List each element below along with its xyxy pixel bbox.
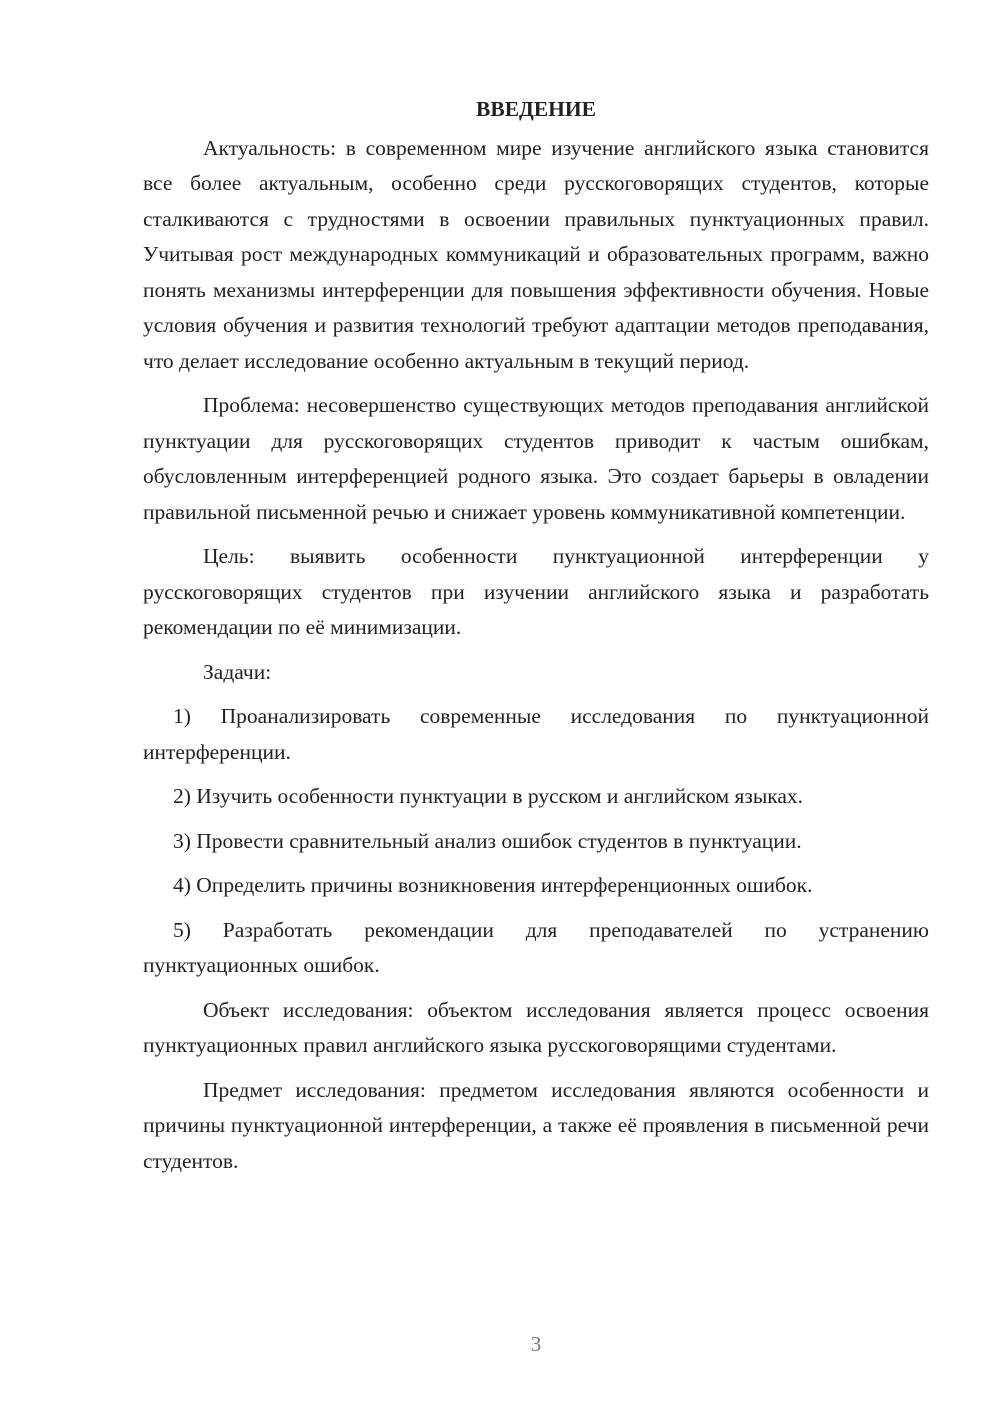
task-item-2: 2) Изучить особенности пунктуации в русском и английском языках. [173,784,804,808]
document-page [143,92,929,1188]
task-item-1: 1) Проанализировать современные исследования по пунктуационной интерференции. [143,704,929,764]
tasks-title: Задачи: [203,659,272,684]
goal-paragraph: Цель: выявить особенности пунктуационной интерференции у русскоговорящих студентов при изучении английского языка и разработать рекомендации по её минимизации. [143,544,929,639]
object-paragraph: Объект исследования: объектом исследования является процесс освоения пунктуационных правил английского языка русскоговорящими студентами. [143,997,929,1057]
task-item-5: 5) Разработать рекомендации для преподавателей по устранению пунктуационных ошибок. [143,917,929,977]
task-item-3: 3) Провести сравнительный анализ ошибок студентов в пунктуации. [173,828,802,853]
section-heading: ВВЕДЕНИЕ [476,97,596,121]
task-item-4: 4) Определить причины возникновения интерференционных ошибок. [173,873,813,897]
problem-paragraph: Проблема: несовершенство существующих методов преподавания английской пунктуации для русскоговорящих студентов приводит к частым ошибкам, обусловленным интерференцией родного языка. Это создает барьеры в овладении правильной письменной речью и снижает уровень коммуникативной компетенции. [143,393,929,524]
page-number: 3 [530,1332,542,1356]
subject-paragraph: Предмет исследования: предметом исследования являются особенности и причины пунктуационной интерференции, а также её проявления в письменной речи студентов. [143,1077,929,1173]
relevance-paragraph: Актуальность: в современном мире изучение английского языка становится все более актуальным, особенно среди русскоговорящих студентов, которые сталкиваются с трудностями в освоении правильных пунктуационных правил. Учитывая рост международных коммуникаций и образовательных программ, важно понять механизмы интерференции для повышения эффективности обучения. Новые условия обучения и развития технологий требуют адаптации методов преподавания, что делает исследование особенно актуальным в текущий период. [143,135,929,373]
